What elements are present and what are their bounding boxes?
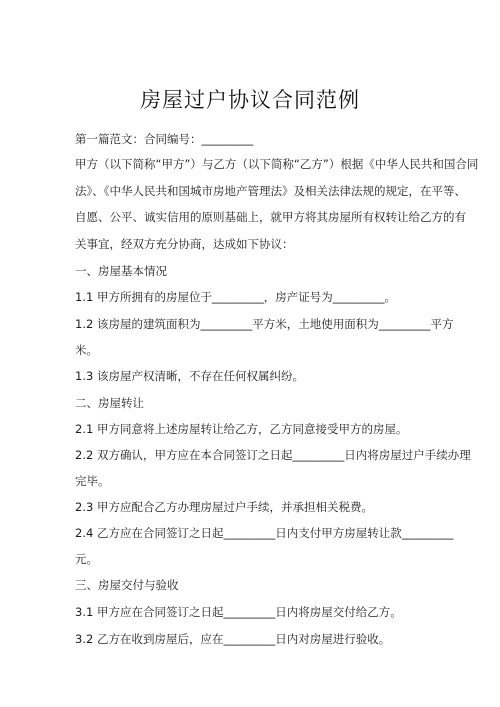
intro-paragraph-line-4: 关事宜，经双方充分协商，达成如下协议： (75, 237, 294, 251)
clause-1-3: 1.3 该房屋产权清晰，不存在任何权属纠纷。 (75, 369, 304, 383)
intro-paragraph-line-1: 甲方（以下简称“甲方”）与乙方（以下简称“乙方”）根据《中华人民共和国合同 (75, 157, 479, 171)
clause-1-2-continued: 米。 (75, 343, 98, 357)
clause-2-3: 2.3 甲方应配合乙方办理房屋过户手续，并承担相关税费。 (75, 500, 373, 514)
contract-number-line: 第一篇范文：合同编号：_________ (75, 132, 254, 146)
section-heading-2: 二、房屋转让 (75, 396, 144, 410)
clause-3-2: 3.2 乙方在收到房屋后，应在_________日内对房屋进行验收。 (75, 632, 391, 646)
section-heading-3: 三、房屋交付与验收 (75, 578, 179, 592)
clause-2-4-continued: 元。 (75, 552, 98, 566)
clause-2-1: 2.1 甲方同意将上述房屋转让给乙方，乙方同意接受甲方的房屋。 (75, 422, 408, 436)
clause-2-4: 2.4 乙方应在合同签订之日起_________日内支付甲方房屋转让款_________ (75, 526, 454, 540)
intro-paragraph-line-2: 法》、《中华人民共和国城市房地产管理法》及相关法律法规的规定，在平等、 (75, 184, 466, 198)
clause-1-2: 1.2 该房屋的建筑面积为_________平方米，土地使用面积为_________平方 (75, 317, 454, 331)
clause-1-1: 1.1 甲方所拥有的房屋位于_________，房产证号为_________。 (75, 290, 396, 304)
intro-paragraph-line-3: 自愿、公平、诚实信用的原则基础上，就甲方将其房屋所有权转让给乙方的有 (75, 210, 466, 224)
document-title: 房屋过户协议合同范例 (140, 88, 360, 112)
clause-3-1: 3.1 甲方应在合同签订之日起_________日内将房屋交付给乙方。 (75, 605, 402, 619)
clause-2-2: 2.2 双方确认，甲方应在本合同签订之日起_________日内将房屋过户手续办理 (75, 448, 471, 462)
section-heading-1: 一、房屋基本情况 (75, 264, 167, 278)
clause-2-2-continued: 完毕。 (75, 474, 110, 488)
